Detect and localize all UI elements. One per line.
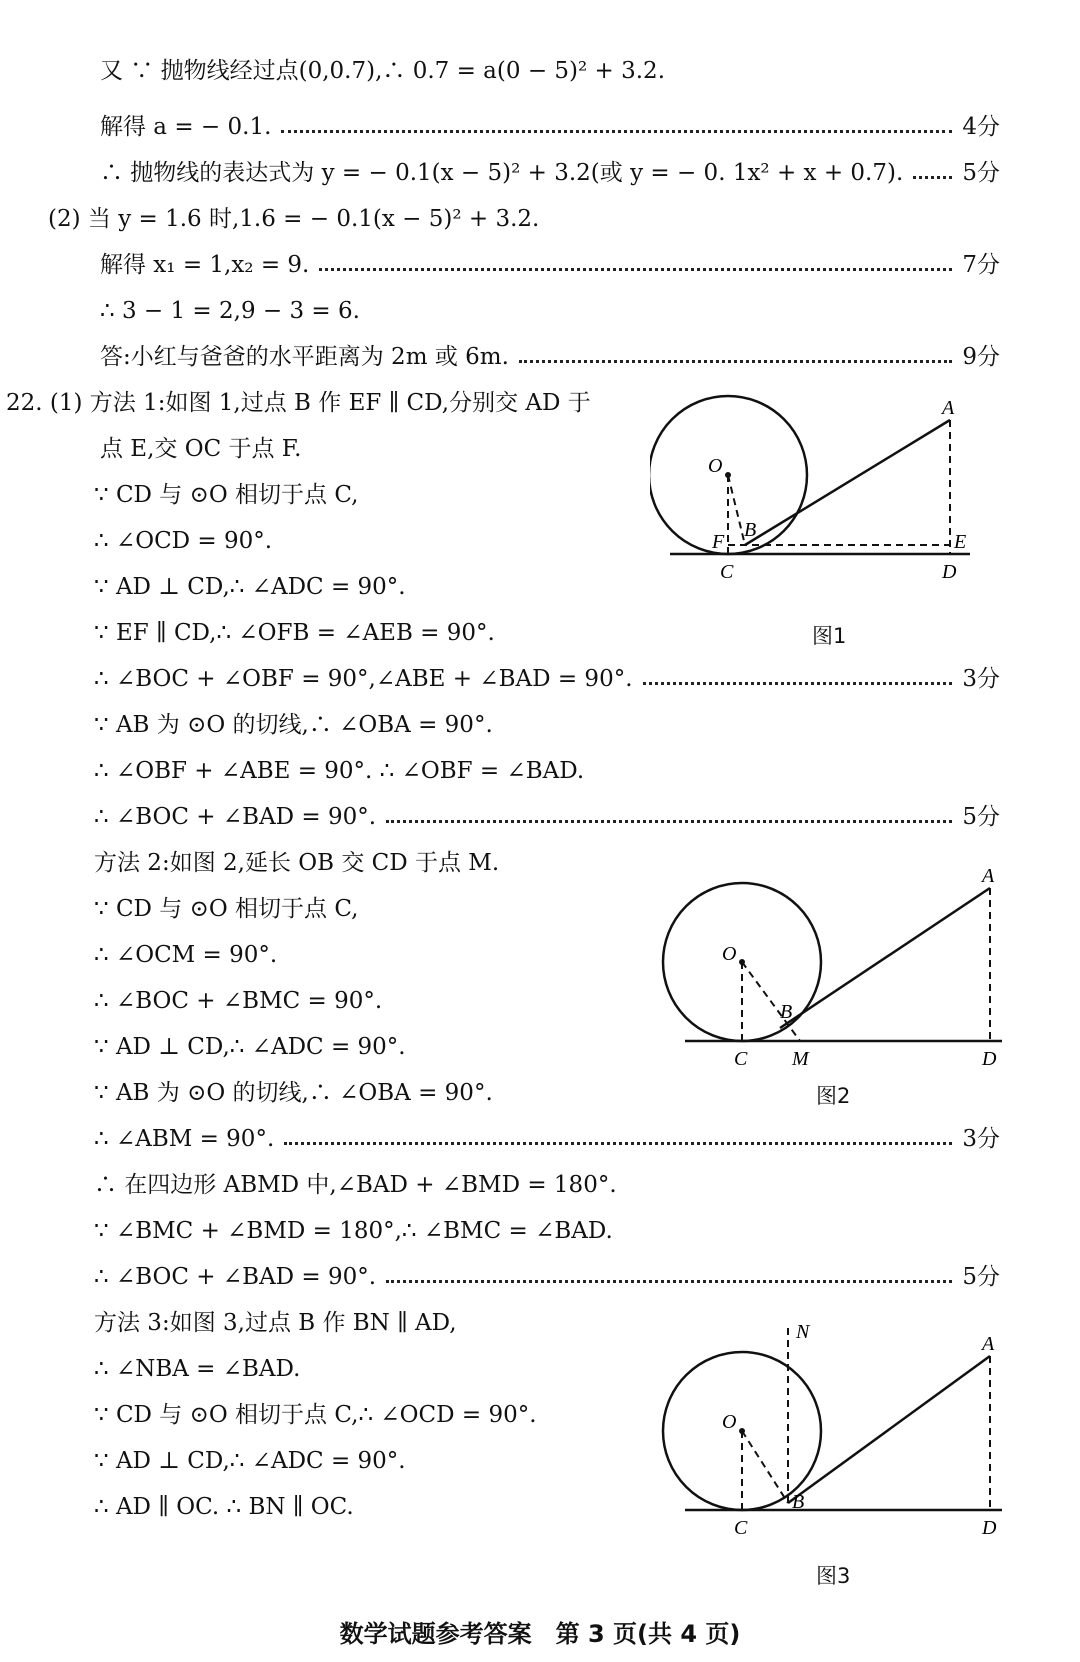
- label-a: A: [982, 865, 995, 887]
- label-b: B: [780, 1001, 793, 1023]
- score: 9分: [962, 344, 1000, 370]
- line-ab: [788, 1356, 990, 1503]
- dot-leader: [386, 820, 952, 823]
- m1-line: ∵ EF ∥ CD,∴ ∠OFB = ∠AEB = 90°.: [94, 620, 495, 646]
- m2-line: ∵ ∠BMC + ∠BMD = 180°,∴ ∠BMC = ∠BAD.: [94, 1218, 613, 1244]
- score: 7分: [962, 252, 1000, 278]
- label-n: N: [796, 1321, 810, 1343]
- dot-leader: [519, 360, 952, 363]
- m1-line: ∵ AB 为 ⊙O 的切线,∴ ∠OBA = 90°.: [94, 712, 493, 738]
- line-ob: [742, 1431, 788, 1503]
- dot-leader: [643, 682, 953, 685]
- line-solve-a-text: 解得 a = − 0.1.: [100, 114, 272, 140]
- m2-line: ∵ CD 与 ⊙O 相切于点 C,: [94, 896, 359, 922]
- line-parabola-expression: [100, 158, 1000, 188]
- line-parabola-expression-text: ∴ 抛物线的表达式为 y = − 0.1(x − 5)² + 3.2(或 y = − 0. 1x² + x + 0.7).: [100, 160, 904, 186]
- score: 5分: [962, 1264, 1000, 1290]
- m2-score-line-3: [94, 1124, 1000, 1154]
- m1-score-line-5: [94, 802, 1000, 832]
- score: 3分: [962, 666, 1000, 692]
- line-ab: [745, 420, 950, 545]
- label-e: E: [954, 531, 967, 553]
- line-difference: ∴ 3 − 1 = 2,9 − 3 = 6.: [100, 298, 360, 324]
- label-f: F: [712, 531, 725, 553]
- line-ob: [728, 475, 745, 545]
- line-solve-x: [100, 250, 1000, 280]
- figure-3-caption: 图3: [816, 1564, 851, 1588]
- m1-score-line-3: [94, 664, 1000, 694]
- figure-2: [660, 860, 1010, 1075]
- m2-line: ∵ AB 为 ⊙O 的切线,∴ ∠OBA = 90°.: [94, 1080, 493, 1106]
- m3-line: ∵ AD ⊥ CD,∴ ∠ADC = 90°.: [94, 1448, 406, 1474]
- line-ab: [780, 888, 990, 1028]
- dot-leader: [386, 1280, 952, 1283]
- m2-line: ∴ ∠OCM = 90°.: [94, 942, 278, 968]
- label-c: C: [734, 1048, 748, 1070]
- figure-1-caption: 图1: [812, 624, 847, 648]
- line-solve-a: [100, 112, 1000, 142]
- m3-line: ∴ ∠NBA = ∠BAD.: [94, 1356, 301, 1382]
- dot-leader: [913, 176, 952, 179]
- dot-leader: [284, 1142, 952, 1145]
- label-m: M: [792, 1048, 809, 1070]
- figure-3: [660, 1318, 1010, 1543]
- m2-line: ∵ AD ⊥ CD,∴ ∠ADC = 90°.: [94, 1034, 406, 1060]
- point-o: [739, 1428, 745, 1434]
- figure-1-diagram: [650, 390, 1020, 615]
- m2-line: ∴ 在四边形 ABMD 中,∠BAD + ∠BMD = 180°.: [94, 1172, 617, 1198]
- m2-line: ∴ ∠BOC + ∠BMC = 90°.: [94, 988, 383, 1014]
- m2-score-line-5: [94, 1262, 1000, 1292]
- m3-line: ∴ AD ∥ OC. ∴ BN ∥ OC.: [94, 1494, 354, 1520]
- m1-line: 点 E,交 OC 于点 F.: [100, 436, 302, 462]
- m2-line-text: ∴ ∠ABM = 90°.: [94, 1126, 275, 1152]
- label-a: A: [982, 1333, 995, 1355]
- label-b: B: [744, 519, 757, 541]
- score: 4分: [962, 114, 1000, 140]
- line-parabola-point: 又 ∵ 抛物线经过点(0,0.7),∴ 0.7 = a(0 − 5)² + 3.2.: [100, 58, 666, 84]
- label-d: D: [942, 561, 957, 583]
- m1-line: ∵ CD 与 ⊙O 相切于点 C,: [94, 482, 359, 508]
- point-o: [739, 959, 745, 965]
- page-footer: 数学试题参考答案 第 3 页(共 4 页): [339, 1620, 741, 1648]
- dot-leader: [281, 130, 952, 133]
- label-o: O: [722, 943, 737, 965]
- m2-heading: 方法 2:如图 2,延长 OB 交 CD 于点 M.: [94, 850, 500, 876]
- figure-3-diagram: [660, 1318, 1010, 1543]
- label-b: B: [792, 1491, 805, 1513]
- label-c: C: [720, 561, 734, 583]
- figure-2-caption: 图2: [816, 1084, 851, 1108]
- line-answer-text: 答:小红与爸爸的水平距离为 2m 或 6m.: [100, 344, 509, 370]
- label-o: O: [708, 455, 723, 477]
- figure-1: [650, 390, 1020, 615]
- m1-line-text: ∴ ∠BOC + ∠BAD = 90°.: [94, 804, 377, 830]
- score: 5分: [962, 804, 1000, 830]
- q22-heading: 22. (1) 方法 1:如图 1,过点 B 作 EF ∥ CD,分别交 AD 于: [6, 390, 591, 416]
- label-c: C: [734, 1517, 748, 1539]
- score: 3分: [962, 1126, 1000, 1152]
- label-a: A: [942, 397, 955, 419]
- m1-line: ∴ ∠OCD = 90°.: [94, 528, 273, 554]
- m1-line-text: ∴ ∠BOC + ∠OBF = 90°,∠ABE + ∠BAD = 90°.: [94, 666, 633, 692]
- m3-heading: 方法 3:如图 3,过点 B 作 BN ∥ AD,: [94, 1310, 457, 1336]
- figure-2-diagram: [660, 860, 1010, 1075]
- m1-line: ∴ ∠OBF + ∠ABE = 90°. ∴ ∠OBF = ∠BAD.: [94, 758, 585, 784]
- line-part2: (2) 当 y = 1.6 时,1.6 = − 0.1(x − 5)² + 3.2.: [48, 206, 540, 232]
- dot-leader: [319, 268, 952, 271]
- score: 5分: [962, 160, 1000, 186]
- m3-line: ∵ CD 与 ⊙O 相切于点 C,∴ ∠OCD = 90°.: [94, 1402, 537, 1428]
- label-d: D: [982, 1048, 997, 1070]
- m1-line: ∵ AD ⊥ CD,∴ ∠ADC = 90°.: [94, 574, 406, 600]
- line-solve-x-text: 解得 x₁ = 1,x₂ = 9.: [100, 252, 310, 278]
- m2-line-text: ∴ ∠BOC + ∠BAD = 90°.: [94, 1264, 377, 1290]
- label-d: D: [982, 1517, 997, 1539]
- label-o: O: [722, 1411, 737, 1433]
- point-o: [725, 472, 731, 478]
- line-answer: [100, 342, 1000, 372]
